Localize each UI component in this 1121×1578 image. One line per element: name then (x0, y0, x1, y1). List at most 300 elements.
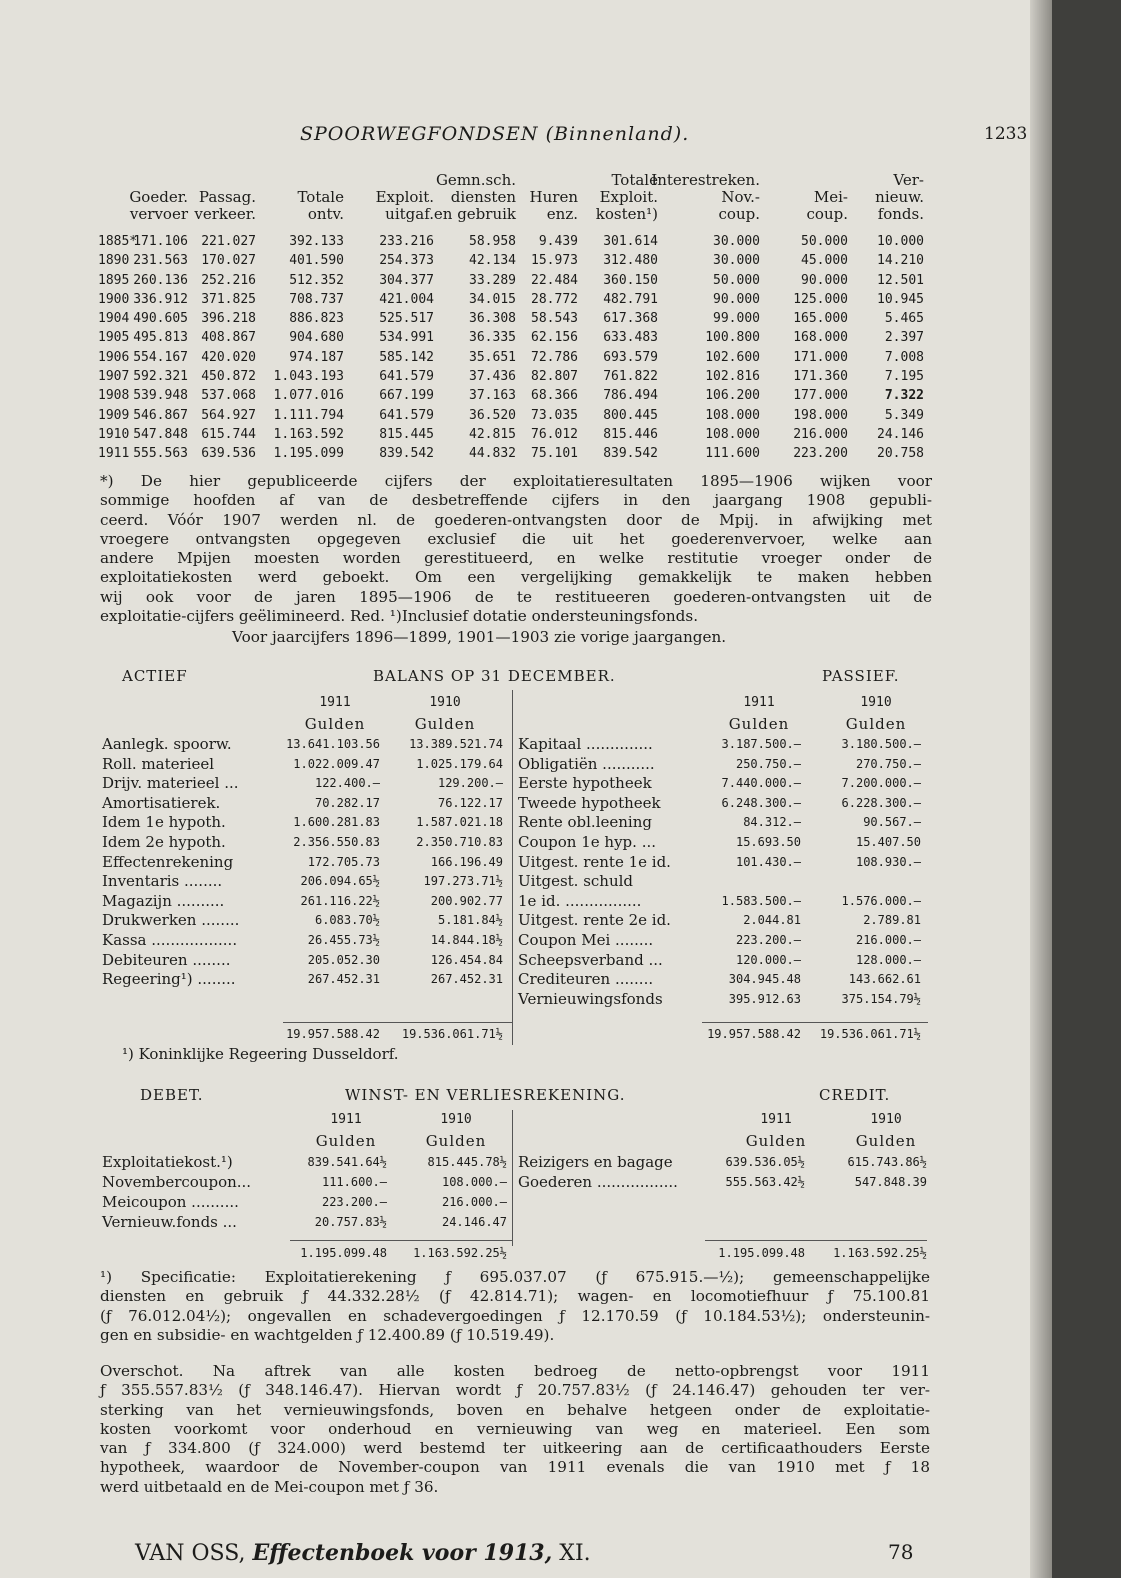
table-cell: 36.520 (469, 407, 516, 423)
column-header: Totale (297, 188, 344, 206)
account-label: Crediteuren ........ (518, 970, 654, 989)
column-header: en gebruik (433, 205, 516, 223)
account-label: Vernieuwingsfonds (518, 989, 663, 1008)
table-cell: 336.912 (133, 291, 188, 307)
account-value: 13.389.521.74 (409, 737, 503, 751)
table-cell: 839.542 (379, 446, 434, 462)
row-year: 1910 (98, 426, 130, 442)
column-header: Totale (611, 171, 658, 189)
account-value: 7.440.000.— (721, 776, 801, 791)
table-cell: 547.848 (133, 426, 188, 442)
table-cell: 20.758 (877, 446, 924, 462)
credit-total-1910: 1.163.592.25½ (833, 1246, 927, 1260)
column-header: enz. (546, 205, 578, 223)
table-cell: 371.825 (201, 291, 256, 307)
table-cell: 2.397 (884, 330, 924, 346)
account-value: 111.600.— (321, 1175, 387, 1189)
column-year: 1910 (870, 1112, 902, 1127)
account-value: 2.044.81 (743, 913, 801, 928)
footer-citation (135, 1540, 591, 1566)
table-cell: 546.867 (133, 407, 188, 423)
table-cell: 108.000 (705, 407, 760, 423)
account-value: 375.154.79½ (841, 991, 921, 1006)
table-cell: 617.368 (603, 311, 658, 327)
running-title: SPOORWEGFONDSEN (Binnenland). (300, 123, 690, 145)
column-header: kosten¹) (595, 205, 658, 223)
page-edge-shadow (1030, 0, 1052, 1578)
account-value: 7.200.000.— (841, 776, 921, 791)
table-cell: 58.958 (469, 234, 516, 249)
table-cell: 482.791 (603, 291, 658, 307)
account-value: 216.000.— (441, 1195, 507, 1209)
column-header: diensten (450, 188, 516, 206)
column-header: uitgaf. (385, 205, 434, 223)
row-year: 1906 (98, 349, 130, 365)
account-value: 24.146.47 (441, 1215, 507, 1229)
column-header: Passag. (198, 188, 256, 206)
text-line: sommige hoofden af van de desbetreffende cijfers in den jaargang 1908 gepubli- (100, 491, 932, 510)
footer-book: Effectenboek voor 1913, (252, 1540, 553, 1566)
table-cell: 396.218 (201, 311, 256, 327)
table-cell: 216.000 (793, 426, 848, 442)
table-cell: 108.000 (705, 426, 760, 442)
account-label: Uitgest. rente 1e id. (518, 852, 671, 871)
table-cell: 50.000 (801, 234, 848, 249)
account-value: 101.430.— (735, 854, 801, 869)
table-cell: 58.543 (531, 311, 578, 327)
text-line: van ƒ 334.800 (ƒ 324.000) werd bestemd ter uitkeering aan de certificaathouders Eerste (100, 1439, 930, 1458)
row-year: 1885* (98, 234, 138, 249)
account-value: 84.312.— (743, 815, 801, 830)
table-cell: 815.446 (603, 426, 658, 442)
table-cell: 106.200 (705, 388, 760, 404)
account-value: 128.000.— (855, 952, 921, 967)
account-value: 615.743.86½ (847, 1155, 927, 1169)
column-header: Gemn.sch. (435, 171, 516, 189)
text-line: diensten en gebruik ƒ 44.332.28½ (ƒ 42.814.71); wagen- en locomotiefhuur ƒ 75.100.81 (100, 1287, 930, 1306)
table-cell: 28.772 (531, 291, 578, 307)
account-value: 223.200.— (321, 1195, 387, 1209)
account-label: Novembercoupon... (102, 1173, 252, 1191)
table-cell: 592.321 (133, 369, 188, 385)
table-cell: 171.106 (133, 234, 188, 249)
account-label: Idem 2e hypoth. (102, 833, 226, 851)
table-cell: 231.563 (133, 253, 188, 269)
table-cell: 761.822 (603, 369, 658, 385)
table-cell: 886.823 (289, 311, 344, 327)
account-label: Reizigers en bagage (518, 1153, 673, 1171)
credit-total-1911: 1.195.099.48 (718, 1246, 805, 1260)
table-cell: 7.322 (884, 388, 924, 404)
column-unit: Gulden (425, 1132, 487, 1150)
account-value: 15.693.50 (735, 835, 801, 849)
balans-actief-title: ACTIEF (122, 667, 188, 685)
table-cell: 221.027 (201, 234, 256, 249)
row-year: 1904 (98, 311, 130, 327)
account-value: 395.912.63 (728, 991, 801, 1006)
table-cell: 24.146 (877, 426, 924, 442)
account-label: Regeering¹) ........ (102, 970, 236, 989)
column-unit: Gulden (728, 715, 790, 733)
table-cell: 75.101 (531, 446, 578, 462)
account-label: Vernieuw.fonds ... (102, 1213, 237, 1231)
account-label: Obligatiën ........... (518, 754, 655, 773)
table-cell: 301.614 (603, 234, 658, 249)
account-label: Goederen ................. (518, 1173, 678, 1191)
account-label: Uitgest. schuld (518, 872, 634, 891)
table-cell: 10.000 (877, 234, 924, 249)
account-label: Uitgest. rente 2e id. (518, 911, 671, 930)
account-value: 172.705.73 (307, 854, 380, 869)
column-header: Interestreken. (651, 171, 760, 189)
column-unit: Gulden (745, 1132, 807, 1150)
footnote-previous-years: Voor jaarcijfers 1896—1899, 1901—1903 zie vorige jaargangen. (232, 628, 727, 646)
table-cell: 73.035 (531, 407, 578, 423)
table-cell: 37.163 (469, 388, 516, 404)
passief-total-1910: 19.536.061.71½ (819, 1027, 921, 1041)
column-unit: Gulden (315, 1132, 377, 1150)
table-cell: 974.187 (289, 349, 344, 365)
account-value: 126.454.84 (430, 952, 503, 967)
table-cell: 1.043.193 (273, 369, 344, 385)
table-cell: 90.000 (801, 272, 848, 288)
table-cell: 408.867 (201, 330, 256, 346)
table-cell: 82.807 (531, 369, 578, 385)
account-value: 547.848.39 (854, 1175, 927, 1189)
exploitation-table (98, 170, 928, 466)
table-cell: 36.335 (469, 330, 516, 346)
text-line: exploitatiekosten werd geboekt. Om een vergelijking gemakkelijk te maken hebben (100, 568, 932, 587)
account-value: 6.248.300.— (721, 795, 801, 810)
account-value: 1.022.009.47 (293, 756, 380, 771)
balance-divider (512, 690, 513, 1045)
table-cell: 839.542 (603, 446, 658, 462)
column-year: 1911 (319, 695, 351, 710)
table-cell: 786.494 (603, 388, 658, 404)
account-value: 270.750.— (855, 756, 921, 771)
row-year: 1911 (98, 446, 130, 462)
table-cell: 525.517 (379, 311, 434, 327)
table-cell: 260.136 (133, 272, 188, 288)
account-label: Drijv. materieel ... (102, 774, 239, 793)
text-line: wij ook voor de jaren 1895—1906 de te restitueeren goederen-ontvangsten uit de (100, 587, 932, 606)
table-cell: 392.133 (289, 234, 344, 249)
table-cell: 252.216 (201, 272, 256, 288)
table-footnote (100, 472, 932, 626)
table-cell: 72.786 (531, 349, 578, 365)
table-cell: 14.210 (877, 253, 924, 269)
table-row (98, 253, 928, 272)
table-cell: 641.579 (379, 407, 434, 423)
table-cell: 99.000 (713, 311, 760, 327)
table-cell: 708.737 (289, 291, 344, 307)
account-value: 76.122.17 (437, 795, 503, 810)
table-cell: 401.590 (289, 253, 344, 269)
table-row (98, 311, 928, 330)
table-cell: 555.563 (133, 446, 188, 462)
account-value: 15.407.50 (855, 835, 921, 849)
page-number: 1233 (984, 124, 1028, 144)
table-cell: 9.439 (538, 234, 578, 249)
column-header: coup. (806, 205, 848, 223)
actief-total-1910: 19.536.061.71½ (401, 1027, 503, 1041)
account-value: 108.000.— (441, 1175, 507, 1189)
account-label: Idem 1e hypoth. (102, 813, 226, 832)
text-line: andere Mpijen moesten worden gerestitueerd, en welke restitutie vroeger onder de (100, 549, 932, 568)
column-unit: Gulden (845, 715, 907, 733)
text-line: *) De hier gepubliceerde cijfers der exploitatieresultaten 1895—1906 wijken voor (100, 472, 932, 490)
text-line: gen en subsidie- en wachtgelden ƒ 12.400.89 (ƒ 10.519.49). (100, 1325, 555, 1344)
account-value: 166.196.49 (430, 854, 503, 869)
table-cell: 76.012 (531, 426, 578, 442)
balans-title: BALANS OP 31 DECEMBER. (373, 667, 616, 685)
column-header: Exploit. (599, 188, 658, 206)
column-header: Exploit. (375, 188, 434, 206)
column-year: 1911 (330, 1112, 362, 1127)
text-line: ƒ 355.557.83½ (ƒ 348.146.47). Hiervan wordt ƒ 20.757.83½ (ƒ 24.146.47) gehouden ter ver- (100, 1381, 930, 1400)
overschot-paragraph (100, 1362, 930, 1497)
account-label: Rente obl.leening (518, 813, 652, 832)
table-cell: 421.004 (379, 291, 434, 307)
account-label: Kassa .................. (102, 931, 238, 949)
account-label: Effectenrekening (102, 852, 234, 871)
account-value: 1.600.281.83 (293, 815, 380, 830)
table-cell: 490.605 (133, 311, 188, 327)
table-row (98, 234, 928, 253)
credit-title: CREDIT. (819, 1086, 891, 1104)
account-value: 839.541.64½ (307, 1155, 387, 1169)
balans-footnote: ¹) Koninklijke Regeering Dusseldorf. (122, 1045, 399, 1063)
table-cell: 90.000 (713, 291, 760, 307)
account-value: 129.200.— (437, 776, 503, 791)
table-cell: 693.579 (603, 349, 658, 365)
actief-total-1911: 19.957.588.42 (286, 1027, 380, 1041)
account-value: 143.662.61 (848, 972, 921, 987)
account-value: 815.445.78½ (427, 1155, 507, 1169)
table-cell: 1.111.794 (273, 407, 344, 423)
table-cell: 641.579 (379, 369, 434, 385)
footer-part: XI. (559, 1541, 591, 1566)
table-cell: 800.445 (603, 407, 658, 423)
table-cell: 30.000 (713, 234, 760, 249)
column-header: coup. (718, 205, 760, 223)
balans-passief-title: PASSIEF. (822, 667, 900, 685)
table-cell: 904.680 (289, 330, 344, 346)
account-value: 6.228.300.— (841, 795, 921, 810)
account-label: Coupon 1e hyp. ... (518, 833, 656, 851)
column-header: vervoer (129, 205, 188, 223)
table-cell: 100.800 (705, 330, 760, 346)
table-cell: 68.366 (531, 388, 578, 404)
account-value: 122.400.— (314, 776, 380, 791)
column-year: 1910 (440, 1112, 472, 1127)
table-cell: 30.000 (713, 253, 760, 269)
table-cell: 37.436 (469, 369, 516, 385)
account-value: 1.025.179.64 (416, 756, 503, 771)
column-year: 1910 (860, 695, 892, 710)
account-value: 70.282.17 (314, 795, 380, 810)
account-label: Amortisatierek. (102, 793, 221, 812)
account-value: 206.094.65½ (300, 874, 380, 889)
row-year: 1907 (98, 369, 130, 385)
table-cell: 111.600 (705, 446, 760, 462)
account-value: 223.200.— (735, 933, 801, 947)
column-unit: Gulden (304, 715, 366, 733)
table-cell: 168.000 (793, 330, 848, 346)
table-cell: 165.000 (793, 311, 848, 327)
table-row (98, 408, 928, 427)
account-value: 1.587.021.18 (416, 815, 503, 830)
account-value: 3.187.500.— (721, 737, 801, 751)
column-year: 1911 (760, 1112, 792, 1127)
account-label: Kapitaal .............. (518, 735, 653, 753)
account-value: 639.536.05½ (725, 1155, 805, 1169)
account-value: 2.350.710.83 (416, 835, 503, 849)
column-header: verkeer. (194, 205, 256, 223)
passief-total-1911: 19.957.588.42 (707, 1027, 801, 1041)
text-line: (ƒ 76.012.04½); ongevallen en schadevergoedingen ƒ 12.170.59 (ƒ 10.184.53½); ondersteunin- (100, 1306, 930, 1325)
account-value: 250.750.— (735, 756, 801, 771)
account-value: 261.116.22½ (300, 893, 380, 908)
column-header: ontv. (307, 205, 344, 223)
text-line: werd uitbetaald en de Mei-coupon met ƒ 36. (100, 1477, 439, 1496)
row-year: 1905 (98, 330, 130, 346)
table-row (98, 388, 928, 407)
table-row (98, 369, 928, 388)
account-value: 267.452.31 (430, 972, 503, 987)
account-value: 5.181.84½ (437, 913, 503, 928)
table-cell: 171.000 (793, 349, 848, 365)
column-year: 1910 (429, 695, 461, 710)
account-value: 14.844.18½ (430, 933, 503, 947)
account-value: 6.083.70½ (314, 913, 380, 928)
table-cell: 44.832 (469, 446, 516, 462)
row-year: 1900 (98, 291, 130, 307)
passief-total-rule (702, 1022, 928, 1023)
table-row (98, 446, 928, 465)
text-line: kosten voorkomt voor onderhoud en vernieuwing van weg en materieel. Een som (100, 1419, 930, 1438)
table-cell: 170.027 (201, 253, 256, 269)
table-body (98, 234, 928, 466)
account-label: Exploitatiekost.¹) (102, 1153, 233, 1171)
account-value: 304.945.48 (728, 972, 801, 987)
table-cell: 450.872 (201, 369, 256, 385)
credit-total-rule (705, 1240, 927, 1241)
table-cell: 233.216 (379, 234, 434, 249)
winst-divider (512, 1110, 513, 1246)
table-cell: 360.150 (603, 272, 658, 288)
actief-total-rule (283, 1022, 513, 1023)
column-year: 1911 (743, 695, 775, 710)
account-label: Debiteuren ........ (102, 950, 231, 969)
table-cell: 12.501 (877, 272, 924, 288)
account-value: 13.641.103.56 (286, 737, 380, 751)
column-header: Mei- (813, 188, 848, 206)
table-row (98, 350, 928, 369)
table-cell: 539.948 (133, 388, 188, 404)
account-value: 26.455.73½ (307, 933, 380, 947)
table-cell: 633.483 (603, 330, 658, 346)
table-cell: 537.068 (201, 388, 256, 404)
table-cell: 512.352 (289, 272, 344, 288)
row-year: 1908 (98, 388, 130, 404)
table-cell: 35.651 (469, 349, 516, 365)
account-label: Aanlegk. spoorw. (102, 735, 232, 753)
row-year: 1890 (98, 253, 130, 269)
table-cell: 102.600 (705, 349, 760, 365)
table-cell: 50.000 (713, 272, 760, 288)
table-cell: 5.465 (884, 311, 924, 327)
text-line: ceerd. Vóór 1907 werden nl. de goederen-ontvangsten door de Mpij. in afwijking met (100, 510, 932, 529)
account-value: 267.452.31 (307, 972, 380, 987)
table-cell: 564.927 (201, 407, 256, 423)
column-header: fonds. (877, 205, 924, 223)
account-value: 108.930.— (855, 854, 921, 869)
table-cell: 177.000 (793, 388, 848, 404)
row-year: 1895 (98, 272, 130, 288)
account-label: Inventaris ........ (102, 872, 223, 891)
account-value: 20.757.83½ (314, 1215, 387, 1229)
text-line: exploitatie-cijfers geëlimineerd. Red. ¹)Inclusief dotatie ondersteuningsfonds. (100, 607, 699, 626)
table-cell: 1.077.016 (273, 388, 344, 404)
table-cell: 198.000 (793, 407, 848, 423)
text-line: Overschot. Na aftrek van alle kosten bedroeg de netto-opbrengst voor 1911 (100, 1362, 930, 1380)
table-header (98, 170, 928, 234)
account-value: 3.180.500.— (841, 737, 921, 751)
column-unit: Gulden (855, 1132, 917, 1150)
table-cell: 7.008 (884, 349, 924, 365)
table-cell: 42.815 (469, 426, 516, 442)
table-cell: 304.377 (379, 272, 434, 288)
account-value: 2.356.550.83 (293, 835, 380, 849)
table-cell: 667.199 (379, 388, 434, 404)
column-unit: Gulden (414, 715, 476, 733)
text-line: ¹) Specificatie: Exploitatierekening ƒ 695.037.07 (ƒ 675.915.—½); gemeenschappelijke (100, 1268, 930, 1286)
debet-title: DEBET. (140, 1086, 204, 1104)
table-cell: 7.195 (884, 369, 924, 385)
table-cell: 815.445 (379, 426, 434, 442)
column-header: Ver- (893, 171, 924, 189)
column-header: Nov.- (721, 188, 760, 206)
text-line: hypotheek, waardoor de November-coupon van 1911 evenals die van 1910 met ƒ 18 (100, 1458, 930, 1477)
account-label: 1e id. ................ (518, 891, 642, 910)
account-label: Scheepsverband ... (518, 950, 663, 969)
table-cell: 1.195.099 (273, 446, 344, 462)
table-cell: 102.816 (705, 369, 760, 385)
account-value: 1.583.500.— (721, 893, 801, 908)
account-value: 2.789.81 (863, 913, 921, 928)
table-cell: 42.134 (469, 253, 516, 269)
account-value: 205.052.30 (307, 952, 380, 967)
table-cell: 639.536 (201, 446, 256, 462)
account-label: Magazijn .......... (102, 891, 225, 910)
table-cell: 554.167 (133, 349, 188, 365)
row-year: 1909 (98, 407, 130, 423)
specification-note (100, 1268, 930, 1345)
table-row (98, 273, 928, 292)
table-cell: 22.484 (531, 272, 578, 288)
account-value: 197.273.71½ (423, 874, 503, 889)
table-cell: 10.945 (877, 291, 924, 307)
table-cell: 312.480 (603, 253, 658, 269)
table-cell: 33.289 (469, 272, 516, 288)
table-row (98, 330, 928, 349)
table-cell: 36.308 (469, 311, 516, 327)
column-header: Huren (529, 188, 578, 206)
account-value: 120.000.— (735, 952, 801, 967)
table-cell: 45.000 (801, 253, 848, 269)
debet-total-rule (290, 1240, 512, 1241)
